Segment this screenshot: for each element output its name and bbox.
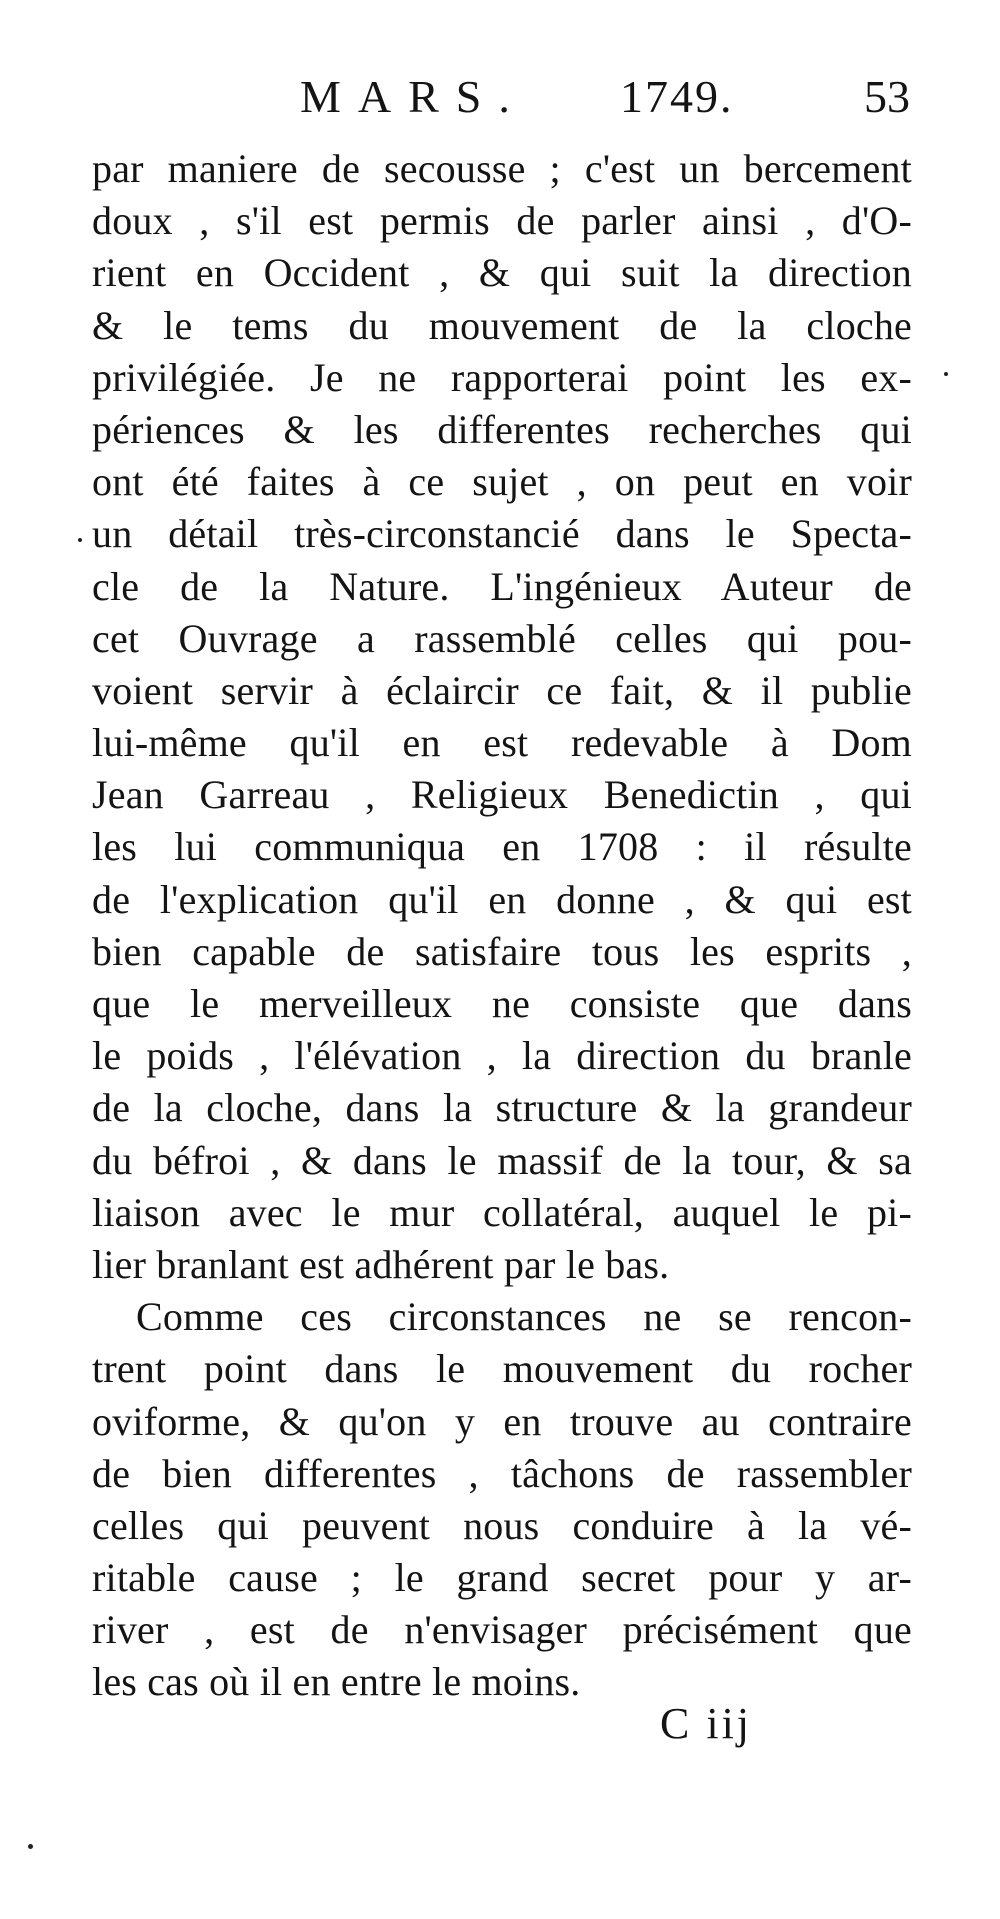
ink-speck xyxy=(78,538,82,542)
text-line: trent point dans le mouvement du rocher xyxy=(92,1346,912,1392)
text-line: doux , s'il est permis de parler ainsi , d'O- xyxy=(92,198,912,244)
page-number: 53 xyxy=(864,71,910,122)
text-line: périences & les differentes recherches qui xyxy=(92,406,912,452)
text-line: oviforme, & qu'on y en trouve au contraire xyxy=(92,1398,912,1444)
paragraph-end-line: lier branlant est adhérent par le bas. xyxy=(92,1241,670,1287)
text-line: liaison avec le mur collatéral, auquel le pi- xyxy=(92,1189,912,1235)
text-line: de bien differentes , tâchons de rassembler xyxy=(92,1450,912,1496)
signature-mark: C iij xyxy=(660,1699,753,1748)
text-line: privilégiée. Je ne rapporterai point les ex- xyxy=(92,354,912,400)
text-line: celles qui peuvent nous conduire à la vé- xyxy=(92,1502,912,1548)
ink-speck xyxy=(28,1844,33,1849)
text-line: voient servir à éclaircir ce fait, & il publie xyxy=(92,667,912,713)
text-line: ont été faites à ce sujet , on peut en voir xyxy=(92,459,912,505)
text-line: le poids , l'élévation , la direction du branle xyxy=(92,1033,912,1079)
text-line: ritable cause ; le grand secret pour y ar- xyxy=(92,1555,912,1601)
text-line: lui-même qu'il en est redevable à Dom xyxy=(92,720,912,766)
running-head-year: 1749. xyxy=(620,71,734,122)
text-line: cle de la Nature. L'ingénieux Auteur de xyxy=(92,563,912,609)
text-line: les lui communiqua en 1708 : il résulte xyxy=(92,824,912,870)
text-line: de la cloche, dans la structure & la grandeur xyxy=(92,1085,912,1131)
body-text xyxy=(92,143,912,1709)
text-line: par maniere de secousse ; c'est un bercement xyxy=(92,146,912,191)
running-head xyxy=(300,62,910,132)
text-line: de l'explication qu'il en donne , & qui est xyxy=(92,876,912,922)
text-line: rient en Occident , & qui suit la direction xyxy=(92,250,912,296)
ink-speck xyxy=(944,372,948,376)
text-line: cet Ouvrage a rassemblé celles qui pou- xyxy=(92,615,912,661)
text-line: du béfroi , & dans le massif de la tour, & sa xyxy=(92,1137,912,1183)
text-line: bien capable de satisfaire tous les esprits , xyxy=(92,928,912,974)
paragraph-end-line: les cas où il en entre le moins. xyxy=(92,1659,581,1705)
text-line: Jean Garreau , Religieux Benedictin , qui xyxy=(92,772,912,818)
text-line: un détail très-circonstancié dans le Specta- xyxy=(92,511,912,557)
text-line: & le tems du mouvement de la cloche xyxy=(92,302,912,348)
running-head-month: MARS. xyxy=(300,71,527,122)
text-line: river , est de n'envisager précisément que xyxy=(92,1607,912,1653)
text-line: que le merveilleux ne consiste que dans xyxy=(92,981,912,1026)
paragraph-start-line: Comme ces circonstances ne se rencon- xyxy=(136,1294,912,1340)
